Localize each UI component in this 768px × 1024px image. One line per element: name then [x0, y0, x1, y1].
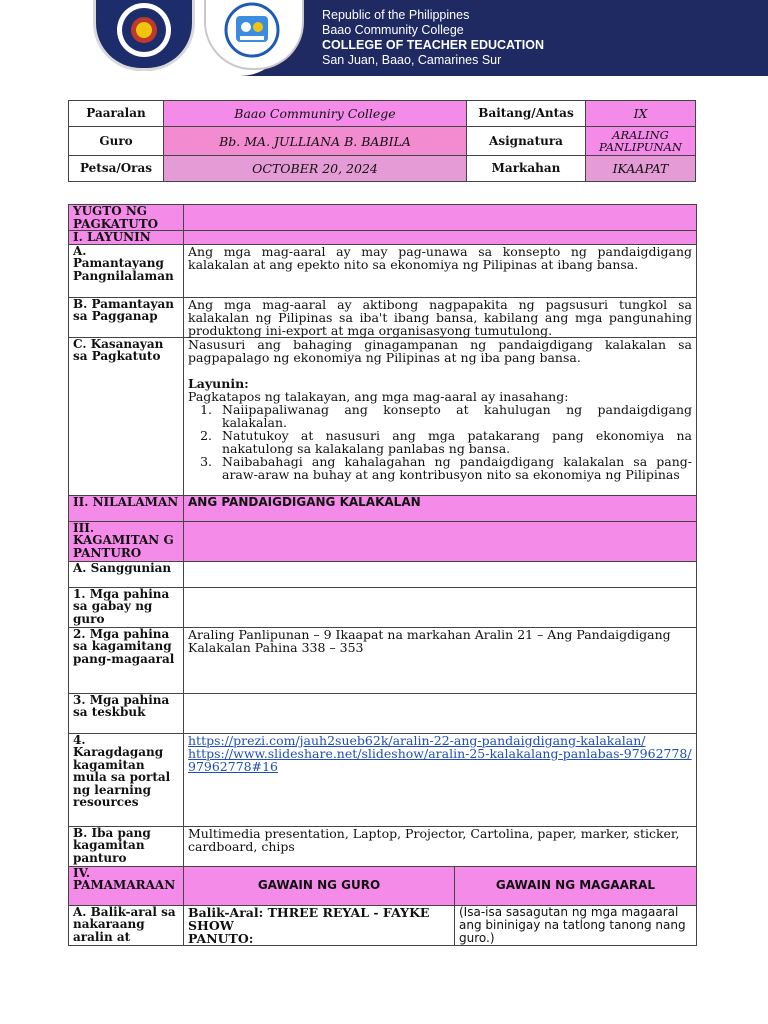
- prezi-link[interactable]: https://prezi.com/jauh2sueb62k/aralin-22-ang-pandaigdigang-kalakalan/: [188, 732, 646, 748]
- balik-aral-magaaral: (Isa-isa sasagutan ng mga magaaral ang bininigay na tatlong tanong nang guro.): [455, 905, 697, 945]
- kagamitang-pang-magaaral-label: 2. Mga pahina sa kagamitang pang-magaaral: [69, 627, 184, 693]
- layunin-heading-value: [184, 231, 697, 245]
- markahan-label: Markahan: [467, 156, 586, 182]
- college-name-line: Baao Community College: [322, 23, 464, 37]
- nilalaman-value: ANG PANDAIGDIGANG KALAKALAN: [184, 495, 697, 521]
- objective-item: 2. Natutukoy at nasusuri ang mga patakarang pang ekonomiya na nakatulong sa kalakalang panlabas ng bansa.: [216, 429, 692, 455]
- portal-label: 4. Karagdagang kagamitan mula sa portal ng learning resources: [69, 733, 184, 826]
- iba-kagamitan-label: B. Iba pang kagamitan panturo: [69, 826, 184, 866]
- address-line: San Juan, Baao, Camarines Sur: [322, 53, 502, 67]
- college-seal-logo: [93, 0, 195, 71]
- info-table: [68, 100, 696, 182]
- kasanayan-text: Nasusuri ang bahaging ginagampanan ng pandaigdigang kalakalan sa pagpapalago ng ekonomiya ng Pilipinas at ng iba pang bansa.: [188, 336, 692, 365]
- layunin-heading: I. LAYUNIN: [69, 231, 184, 245]
- iba-kagamitan-text: Multimedia presentation, Laptop, Projector, Cartolina, paper, marker, sticker, cardboard, chips: [184, 826, 697, 866]
- nilalaman-label: II. NILALAMAN: [69, 495, 184, 521]
- republic-line: Republic of the Philippines: [322, 8, 470, 22]
- objectives-list: [188, 403, 692, 481]
- asignatura-value: ARALING PANLIPUNAN: [586, 127, 696, 156]
- gabay-guro-label: 1. Mga pahina sa gabay ng guro: [69, 587, 184, 627]
- kagamitang-pang-magaaral-text: Araling Panlipunan – 9 Ikaapat na markahan Aralin 21 – Ang Pandaigdigang Kalakalan Pahina 338 – 353: [184, 627, 697, 693]
- objective-item: 1. Naiipapaliwanag ang konsepto at kahulugan ng pandaigdigang kalakalan.: [216, 403, 692, 429]
- college-of-education-logo: [204, 0, 304, 70]
- balik-aral-title: Balik-Aral: THREE REYAL - FAYKE SHOW: [188, 904, 430, 933]
- panuto-label: PANUTO:: [188, 930, 254, 946]
- pamamaraan-label: IV. PAMAMARAAN: [69, 866, 184, 905]
- kasanayan-label: C. Kasanayan sa Pagkatuto: [69, 337, 184, 495]
- paaralan-value: Baao Communiry College: [164, 101, 467, 127]
- yugto-value: [184, 205, 697, 231]
- guro-value: Bb. MA. JULLIANA B. BABILA: [164, 127, 467, 156]
- letterhead-banner: [0, 0, 768, 76]
- paaralan-label: Paaralan: [69, 101, 164, 127]
- pamantayan-pagganap-label: B. Pamantayan sa Pagganap: [69, 297, 184, 337]
- letterhead-text: [322, 8, 544, 68]
- slideshare-link[interactable]: https://www.slideshare.net/slideshow/aralin-25-kalakalang-panlabas-97962778/97962778#16: [188, 745, 692, 774]
- balik-aral-guro-cell: [184, 905, 455, 945]
- yugto-label: YUGTO NG PAGKATUTO: [69, 205, 184, 231]
- teksbuk-label: 3. Mga pahina sa teskbuk: [69, 693, 184, 733]
- pamantayan-pagganap-text: Ang mga mag-aaral ay aktibong nagpapakita ng pagsusuri tungkol sa kalakalan ng Pilipinas sa iba't ibang bansa, kabilang ang mga pangunahing produktong ini-export at mga organisasyong tumutulong.: [184, 297, 697, 337]
- gawain-magaaral-heading: GAWAIN NG MAGAARAL: [455, 866, 697, 905]
- pamantayang-pangnilalaman-text: Ang mga mag-aaral ay may pag-unawa sa konsepto ng pandaigdigang kalakalan at ang epekto nito sa ekonomiya ng Pilipinas at ibang bansa.: [184, 244, 697, 297]
- teksbuk-value: [184, 693, 697, 733]
- sanggunian-label: A. Sanggunian: [69, 561, 184, 587]
- gabay-guro-value: [184, 587, 697, 627]
- kasanayan-cell: [184, 337, 697, 495]
- portal-links: [184, 733, 697, 826]
- petsa-value: OCTOBER 20, 2024: [164, 156, 467, 182]
- sanggunian-value: [184, 561, 697, 587]
- kagamitan-label: III. KAGAMITAN G PANTURO: [69, 521, 184, 561]
- balik-aral-label: A. Balik-aral sa nakaraang aralin at: [69, 905, 184, 945]
- baitang-label: Baitang/Antas: [467, 101, 586, 127]
- asignatura-label: Asignatura: [467, 127, 586, 156]
- kagamitan-value: [184, 521, 697, 561]
- gawain-guro-heading: GAWAIN NG GURO: [184, 866, 455, 905]
- department-line: COLLEGE OF TEACHER EDUCATION: [322, 38, 544, 52]
- objective-item: 3. Naibabahagi ang kahalagahan ng pandaigdigang kalakalan sa pang-araw-araw na buhay at ang kontribusyon nito sa ekonomiya ng Pilipinas: [216, 455, 692, 481]
- guro-label: Guro: [69, 127, 164, 156]
- lesson-plan-table: [68, 204, 697, 946]
- layunin-subheading: Layunin:: [188, 375, 249, 391]
- markahan-value: IKAAPAT: [586, 156, 696, 182]
- baitang-value: IX: [586, 101, 696, 127]
- petsa-label: Petsa/Oras: [69, 156, 164, 182]
- layunin-intro: Pagkatapos ng talakayan, ang mga mag-aaral ay inasahang:: [188, 388, 569, 404]
- pamantayang-pangnilalaman-label: A. Pamantayang Pangnilalaman: [69, 244, 184, 297]
